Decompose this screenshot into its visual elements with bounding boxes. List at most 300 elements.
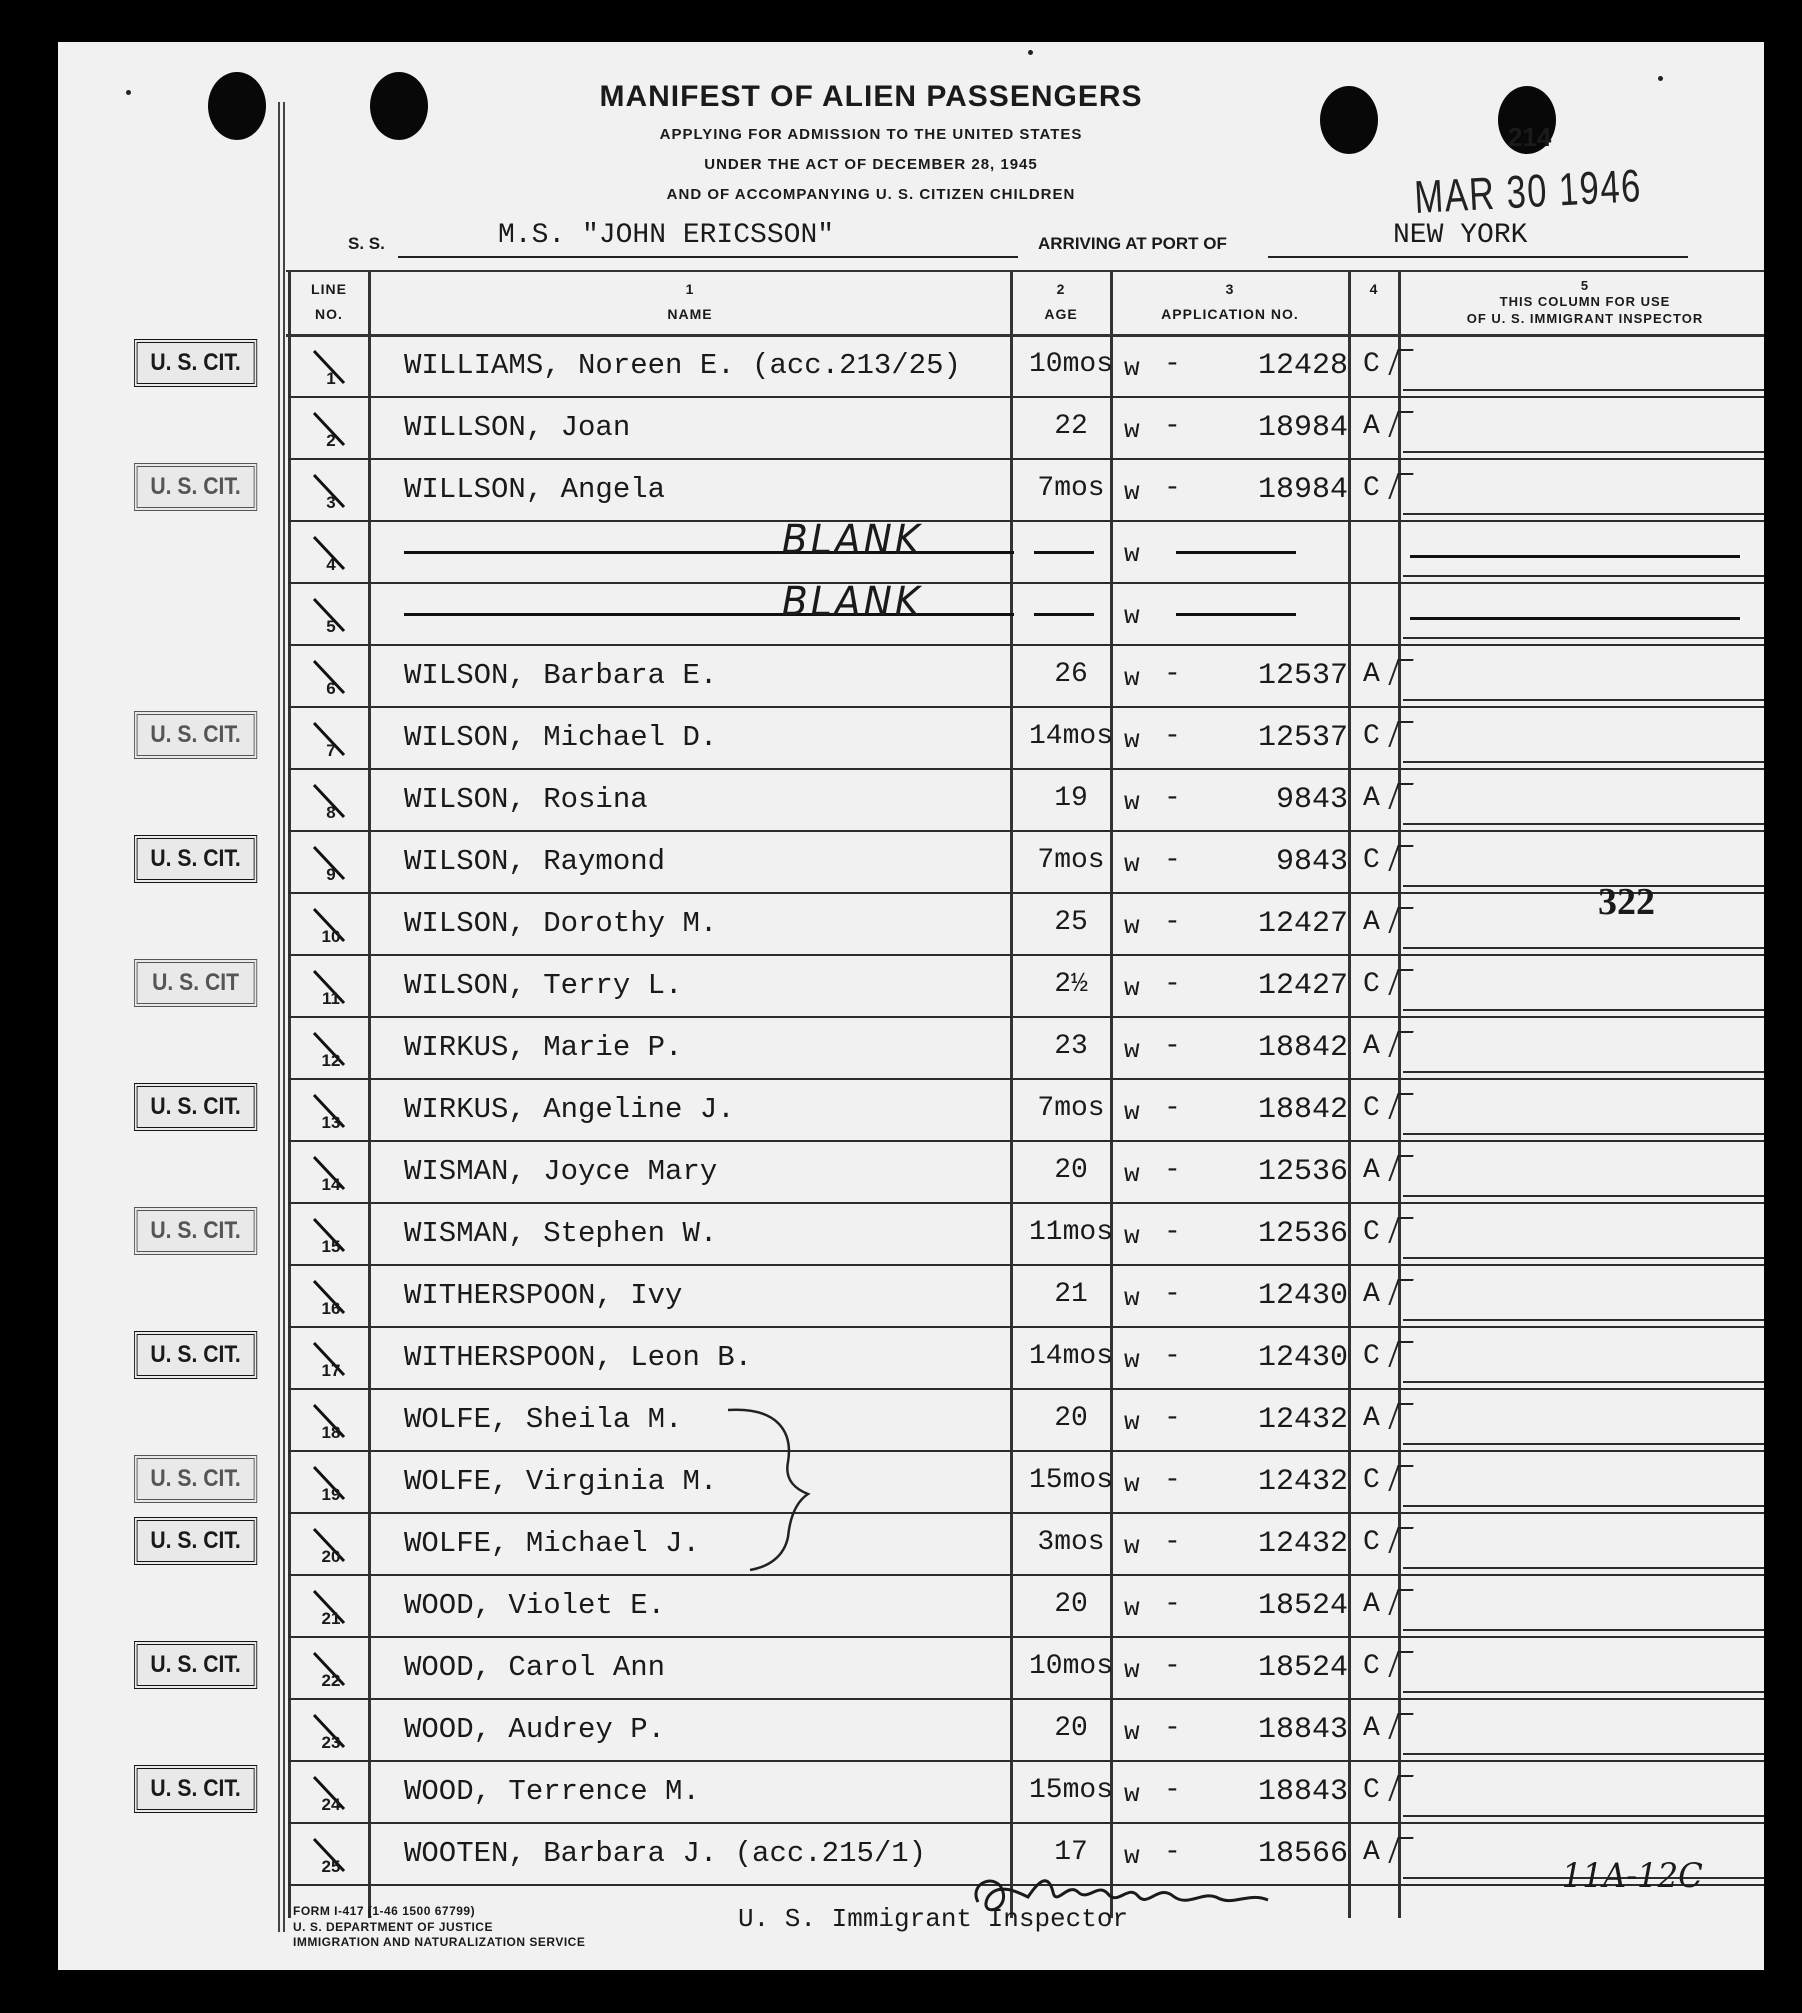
- line-number: 4: [326, 555, 336, 574]
- passenger-name: WILLIAMS, Noreen E. (acc.213/25): [404, 349, 961, 382]
- table-row: [58, 1389, 1764, 1451]
- inspector-rule: [1403, 885, 1764, 887]
- manifest-subtitle: APPLYING FOR ADMISSION TO THE UNITED STATES: [659, 126, 1083, 143]
- table-row: [58, 893, 1764, 955]
- class-tick: [1388, 349, 1413, 375]
- col-head-inspector: [1400, 278, 1764, 327]
- table-top-rule: [286, 270, 1764, 272]
- application-prefix: w: [1124, 1407, 1140, 1437]
- inspector-rule: [1403, 1629, 1764, 1631]
- application-prefix: w: [1124, 1097, 1140, 1127]
- table-row: [58, 1327, 1764, 1389]
- passenger-age: 3mos: [1037, 1527, 1105, 1558]
- app-dash: -: [1164, 1837, 1181, 1868]
- class-code: A: [1363, 1403, 1380, 1434]
- application-prefix: w: [1124, 1035, 1140, 1065]
- speck: [1028, 50, 1033, 55]
- class-code: C: [1363, 1651, 1380, 1682]
- class-tick: [1388, 907, 1413, 933]
- line-number: 5: [326, 617, 336, 636]
- passenger-name: WILLSON, Joan: [404, 411, 631, 444]
- passenger-age: 7mos: [1037, 845, 1105, 876]
- class-code: A: [1363, 783, 1380, 814]
- line-number: 1: [326, 369, 336, 388]
- class-tick: [1388, 1279, 1413, 1305]
- application-prefix: w: [1124, 601, 1140, 631]
- passenger-age: 2½: [1054, 969, 1088, 1000]
- class-tick: [1388, 1651, 1413, 1677]
- class-code: C: [1363, 349, 1380, 380]
- class-tick: [1388, 1093, 1413, 1119]
- class-code: A: [1363, 1713, 1380, 1744]
- passenger-age: 10mos: [1028, 1651, 1113, 1682]
- line-number: 11: [322, 989, 340, 1008]
- application-number: 12427: [1257, 907, 1348, 941]
- class-code: A: [1363, 659, 1380, 690]
- application-prefix: w: [1124, 663, 1140, 693]
- application-prefix: w: [1124, 1283, 1140, 1313]
- class-tick: [1388, 1155, 1413, 1181]
- app-dash: -: [1164, 1217, 1181, 1248]
- class-code: A: [1363, 1837, 1380, 1868]
- class-tick: [1388, 969, 1413, 995]
- application-number: 18524: [1257, 1589, 1348, 1623]
- application-prefix: w: [1124, 911, 1140, 941]
- inspector-rule: [1403, 1009, 1764, 1011]
- class-code: C: [1363, 969, 1380, 1000]
- col-head-num: 3: [1225, 281, 1235, 297]
- inspector-rule: [1403, 1443, 1764, 1445]
- passenger-name: WILSON, Rosina: [404, 783, 648, 816]
- line-number: 15: [321, 1237, 341, 1256]
- class-code: A: [1363, 411, 1380, 442]
- passenger-name: WIRKUS, Marie P.: [404, 1031, 683, 1064]
- line-number: 2: [326, 431, 336, 450]
- application-number: 12432: [1257, 1527, 1348, 1561]
- blank-strike: [1410, 555, 1740, 558]
- passenger-name: WISMAN, Stephen W.: [404, 1217, 718, 1250]
- line-number: 17: [321, 1361, 341, 1380]
- manifest-subtitle: AND OF ACCOMPANYING U. S. CITIZEN CHILDREN: [666, 186, 1076, 203]
- blank-strike: [1410, 617, 1740, 620]
- passenger-name: WOOD, Audrey P.: [404, 1713, 666, 1746]
- inspector-note: 322: [1598, 881, 1655, 923]
- application-number: 18984: [1257, 411, 1348, 445]
- class-tick: [1388, 659, 1413, 685]
- app-dash: -: [1164, 1093, 1181, 1124]
- table-row: [58, 335, 1764, 397]
- col-head-line-no: NO.: [315, 305, 343, 322]
- inspector-rule: [1403, 451, 1764, 453]
- line-number: 13: [321, 1113, 341, 1132]
- footer-form-number: FORM I-417 (1-46 1500 67799): [293, 1904, 476, 1918]
- inspector-rule: [1403, 513, 1764, 515]
- application-number: 18843: [1257, 1713, 1348, 1747]
- table-row: [58, 1575, 1764, 1637]
- application-prefix: w: [1124, 787, 1140, 817]
- brace-mark: [698, 1402, 818, 1572]
- passenger-name: WITHERSPOON, Ivy: [404, 1279, 683, 1312]
- ship-rule: [398, 256, 1018, 258]
- class-code: C: [1363, 1775, 1380, 1806]
- passenger-name: WILSON, Terry L.: [404, 969, 683, 1002]
- blank-strike: [1176, 613, 1296, 616]
- application-number: 18842: [1257, 1093, 1348, 1127]
- inspector-rule: [1403, 1815, 1764, 1817]
- application-number: 12537: [1257, 659, 1348, 693]
- class-tick: [1388, 1217, 1413, 1243]
- passenger-age: 25: [1054, 907, 1088, 938]
- application-prefix: w: [1124, 415, 1140, 445]
- passenger-age: 14mos: [1028, 721, 1113, 752]
- application-number: 12432: [1257, 1403, 1348, 1437]
- table-row: [58, 1079, 1764, 1141]
- blank-strike: [1034, 613, 1094, 616]
- form-number: 214: [1508, 122, 1552, 152]
- passenger-name: WOLFE, Sheila M.: [404, 1403, 683, 1436]
- class-tick: [1388, 1031, 1413, 1057]
- passenger-name: WOLFE, Virginia M.: [404, 1465, 718, 1498]
- class-code: C: [1363, 1465, 1380, 1496]
- class-tick: [1388, 1775, 1413, 1801]
- application-prefix: w: [1124, 1593, 1140, 1623]
- application-prefix: w: [1124, 1779, 1140, 1809]
- app-dash: -: [1164, 1527, 1181, 1558]
- app-dash: -: [1164, 969, 1181, 1000]
- table-row: [58, 1203, 1764, 1265]
- class-tick: [1388, 1341, 1413, 1367]
- table-row: [58, 1451, 1764, 1513]
- application-number: 12428: [1257, 349, 1348, 383]
- us-citizen-stamp: U. S. CIT.: [134, 1765, 257, 1813]
- col-head-label: THIS COLUMN FOR USE: [1499, 294, 1671, 310]
- manifest-page: [58, 42, 1764, 1970]
- passenger-name: WOOD, Terrence M.: [404, 1775, 700, 1808]
- line-number: 12: [321, 1051, 341, 1070]
- table-row: [58, 1699, 1764, 1761]
- manifest-subtitle: UNDER THE ACT OF DECEMBER 28, 1945: [704, 156, 1038, 173]
- application-number: 18984: [1257, 473, 1348, 507]
- app-dash: -: [1164, 845, 1181, 876]
- table-row: [58, 707, 1764, 769]
- passenger-age: 11mos: [1028, 1217, 1113, 1248]
- passenger-age: 20: [1054, 1589, 1088, 1620]
- passenger-age: 21: [1054, 1279, 1088, 1310]
- line-number: 24: [321, 1795, 341, 1814]
- col-head-age: [1012, 280, 1110, 324]
- inspector-rule: [1403, 637, 1764, 639]
- inspector-rule: [1403, 823, 1764, 825]
- col-head-line-label: LINE: [311, 281, 347, 297]
- col-head-name: [370, 280, 1010, 324]
- application-prefix: w: [1124, 1531, 1140, 1561]
- blank-strike: [1176, 551, 1296, 554]
- class-code: A: [1363, 1155, 1380, 1186]
- passenger-age: 10mos: [1028, 349, 1113, 380]
- class-tick: [1388, 1403, 1413, 1429]
- passenger-name: WOOTEN, Barbara J. (acc.215/1): [404, 1837, 927, 1870]
- table-row: [58, 517, 1764, 583]
- passenger-name: WISMAN, Joyce Mary: [404, 1155, 718, 1188]
- app-dash: -: [1164, 1031, 1181, 1062]
- footer-service: IMMIGRATION AND NATURALIZATION SERVICE: [293, 1935, 586, 1950]
- line-number: 20: [321, 1547, 341, 1566]
- application-prefix: w: [1124, 1717, 1140, 1747]
- table-row: [58, 1513, 1764, 1575]
- us-citizen-stamp: U. S. CIT: [134, 959, 257, 1007]
- col-head-num: 1: [685, 281, 695, 297]
- passenger-age: 26: [1054, 659, 1088, 690]
- inspector-rule: [1403, 389, 1764, 391]
- col-head-num: 2: [1056, 281, 1066, 297]
- class-code: A: [1363, 1031, 1380, 1062]
- application-prefix: w: [1124, 973, 1140, 1003]
- application-prefix: w: [1124, 1469, 1140, 1499]
- passenger-age: 15mos: [1028, 1775, 1113, 1806]
- passenger-name: WOOD, Carol Ann: [404, 1651, 666, 1684]
- app-dash: -: [1164, 411, 1181, 442]
- passenger-age: 19: [1054, 783, 1088, 814]
- application-number: 18843: [1257, 1775, 1348, 1809]
- passenger-name: WOOD, Violet E.: [404, 1589, 666, 1622]
- application-prefix: w: [1124, 1221, 1140, 1251]
- app-dash: -: [1164, 1403, 1181, 1434]
- date-stamp: MAR 30 1946: [1413, 159, 1643, 223]
- application-number: 12536: [1257, 1217, 1348, 1251]
- class-code: C: [1363, 1093, 1380, 1124]
- col-head-class: [1350, 280, 1398, 305]
- line-number: 3: [326, 493, 336, 512]
- table-row: [58, 459, 1764, 521]
- table-row: [58, 1265, 1764, 1327]
- application-number: 12430: [1257, 1279, 1348, 1313]
- col-head-label: OF U. S. IMMIGRANT INSPECTOR: [1466, 310, 1704, 326]
- app-dash: -: [1164, 1589, 1181, 1620]
- passenger-name: WITHERSPOON, Leon B.: [404, 1341, 753, 1374]
- line-number: 10: [321, 927, 341, 946]
- application-prefix: w: [1124, 1841, 1140, 1871]
- line-number: 9: [326, 865, 336, 884]
- us-citizen-stamp: U. S. CIT.: [134, 1455, 257, 1503]
- us-citizen-stamp: U. S. CIT.: [134, 339, 257, 387]
- us-citizen-stamp: U. S. CIT.: [134, 1641, 257, 1689]
- app-dash: -: [1164, 783, 1181, 814]
- inspector-rule: [1403, 1133, 1764, 1135]
- us-citizen-stamp: U. S. CIT.: [134, 463, 257, 511]
- app-dash: -: [1164, 1775, 1181, 1806]
- us-citizen-stamp: U. S. CIT.: [134, 711, 257, 759]
- inspector-rule: [1403, 699, 1764, 701]
- table-row: [58, 1017, 1764, 1079]
- table-row: [58, 831, 1764, 893]
- class-code: A: [1363, 1589, 1380, 1620]
- application-prefix: w: [1124, 353, 1140, 383]
- col-head-label: AGE: [1044, 305, 1078, 322]
- application-prefix: w: [1124, 849, 1140, 879]
- inspector-rule: [1403, 761, 1764, 763]
- application-number: 18842: [1257, 1031, 1348, 1065]
- passenger-name: WILSON, Raymond: [404, 845, 666, 878]
- class-code: C: [1363, 845, 1380, 876]
- us-citizen-stamp: U. S. CIT.: [134, 1083, 257, 1131]
- line-number: 6: [326, 679, 336, 698]
- class-code: A: [1363, 907, 1380, 938]
- manifest-title: MANIFEST OF ALIEN PASSENGERS: [599, 80, 1143, 113]
- port-name: NEW YORK: [1393, 220, 1528, 251]
- application-prefix: w: [1124, 1159, 1140, 1189]
- table-row: [58, 397, 1764, 459]
- inspector-signature: [958, 1862, 1318, 1932]
- passenger-name: WILSON, Dorothy M.: [404, 907, 718, 940]
- inspector-rule: [1403, 947, 1764, 949]
- port-rule: [1268, 256, 1688, 258]
- table-row: [58, 579, 1764, 645]
- ship-line: [348, 220, 1738, 260]
- class-tick: [1388, 1589, 1413, 1615]
- passenger-name: WILSON, Michael D.: [404, 721, 718, 754]
- blank-handwritten: BLANK: [781, 517, 923, 563]
- us-citizen-stamp: U. S. CIT.: [134, 1517, 257, 1565]
- table-row: [58, 645, 1764, 707]
- application-prefix: w: [1124, 1655, 1140, 1685]
- us-citizen-stamp: U. S. CIT.: [134, 1207, 257, 1255]
- application-number: 12537: [1257, 721, 1348, 755]
- col-head-label: APPLICATION NO.: [1161, 305, 1299, 322]
- app-dash: -: [1164, 1465, 1181, 1496]
- class-tick: [1388, 411, 1413, 437]
- application-number: 18566: [1257, 1837, 1348, 1871]
- table-row: [58, 955, 1764, 1017]
- application-number: 12430: [1257, 1341, 1348, 1375]
- line-number: 21: [321, 1609, 341, 1628]
- line-number: 23: [321, 1733, 341, 1752]
- inspector-signature-label: U. S. Immigrant Inspector: [738, 1904, 1129, 1934]
- passenger-age: 23: [1054, 1031, 1088, 1062]
- col-head-num: 5: [1580, 278, 1590, 293]
- inspector-rule: [1403, 1381, 1764, 1383]
- line-number: 18: [321, 1423, 341, 1442]
- port-label: ARRIVING AT PORT OF: [1038, 234, 1227, 253]
- col-head-application: [1112, 280, 1348, 324]
- inspector-rule: [1403, 575, 1764, 577]
- table-row: [58, 769, 1764, 831]
- us-citizen-stamp: U. S. CIT.: [134, 1331, 257, 1379]
- footer-form-info: [293, 1904, 585, 1951]
- application-prefix: w: [1124, 539, 1140, 569]
- line-number: 19: [321, 1485, 341, 1504]
- passenger-age: 20: [1054, 1713, 1088, 1744]
- class-code: C: [1363, 1341, 1380, 1372]
- inspector-rule: [1403, 1753, 1764, 1755]
- passenger-name: WIRKUS, Angeline J.: [404, 1093, 735, 1126]
- ship-name: M.S. "JOHN ERICSSON": [498, 220, 835, 251]
- passenger-age: 20: [1054, 1403, 1088, 1434]
- passenger-age: 15mos: [1028, 1465, 1113, 1496]
- line-number: 16: [321, 1299, 341, 1318]
- inspector-rule: [1403, 1195, 1764, 1197]
- us-citizen-stamp: U. S. CIT.: [134, 835, 257, 883]
- passenger-age: 17: [1054, 1837, 1088, 1868]
- application-number: 12432: [1257, 1465, 1348, 1499]
- line-number: 8: [326, 803, 336, 822]
- inspector-rule: [1403, 1691, 1764, 1693]
- blank-strike: [1034, 551, 1094, 554]
- class-code: A: [1363, 1279, 1380, 1310]
- blank-handwritten: BLANK: [781, 579, 923, 625]
- app-dash: -: [1164, 907, 1181, 938]
- passenger-name: WILLSON, Angela: [404, 473, 666, 506]
- col-head-line: [290, 280, 368, 324]
- app-dash: -: [1164, 473, 1181, 504]
- inspector-rule: [1403, 1071, 1764, 1073]
- class-code: C: [1363, 473, 1380, 504]
- col-head-num: 4: [1369, 281, 1379, 297]
- class-tick: [1388, 1527, 1413, 1553]
- class-tick: [1388, 721, 1413, 747]
- table-row: [58, 1637, 1764, 1699]
- class-tick: [1388, 845, 1413, 871]
- line-number: 25: [321, 1857, 341, 1876]
- line-number: 22: [321, 1671, 341, 1690]
- app-dash: -: [1164, 659, 1181, 690]
- line-number: 7: [326, 741, 336, 760]
- passenger-name: WILSON, Barbara E.: [404, 659, 718, 692]
- inspector-rule: [1403, 1567, 1764, 1569]
- app-dash: -: [1164, 1155, 1181, 1186]
- app-dash: -: [1164, 1713, 1181, 1744]
- table-row: [58, 1761, 1764, 1823]
- app-dash: -: [1164, 1341, 1181, 1372]
- inspector-rule: [1403, 1505, 1764, 1507]
- application-number: 18524: [1257, 1651, 1348, 1685]
- app-dash: -: [1164, 1651, 1181, 1682]
- app-dash: -: [1164, 721, 1181, 752]
- corner-note: 11A-12C: [1561, 1856, 1703, 1896]
- ss-label: S. S.: [348, 234, 385, 253]
- application-prefix: w: [1124, 725, 1140, 755]
- class-tick: [1388, 1713, 1413, 1739]
- passenger-name: WOLFE, Michael J.: [404, 1527, 700, 1560]
- application-number: 12427: [1257, 969, 1348, 1003]
- class-code: C: [1363, 721, 1380, 752]
- footer-department: U. S. DEPARTMENT OF JUSTICE: [293, 1919, 493, 1934]
- class-tick: [1388, 1837, 1413, 1863]
- class-tick: [1388, 473, 1413, 499]
- col-head-label: NAME: [667, 305, 713, 322]
- application-prefix: w: [1124, 477, 1140, 507]
- class-tick: [1388, 1465, 1413, 1491]
- application-number: 9843: [1275, 845, 1348, 879]
- passenger-age: 7mos: [1037, 473, 1105, 504]
- passenger-age: 22: [1054, 411, 1088, 442]
- app-dash: -: [1164, 349, 1181, 380]
- class-code: C: [1363, 1217, 1380, 1248]
- table-row: [58, 1823, 1764, 1885]
- inspector-rule: [1403, 1257, 1764, 1259]
- inspector-rule: [1403, 1319, 1764, 1321]
- line-number: 14: [321, 1175, 341, 1194]
- application-number: 9843: [1275, 783, 1348, 817]
- table-row: [58, 1141, 1764, 1203]
- class-tick: [1388, 783, 1413, 809]
- application-prefix: w: [1124, 1345, 1140, 1375]
- passenger-age: 14mos: [1028, 1341, 1113, 1372]
- passenger-age: 7mos: [1037, 1093, 1105, 1124]
- application-number: 12536: [1257, 1155, 1348, 1189]
- passenger-age: 20: [1054, 1155, 1088, 1186]
- class-code: C: [1363, 1527, 1380, 1558]
- app-dash: -: [1164, 1279, 1181, 1310]
